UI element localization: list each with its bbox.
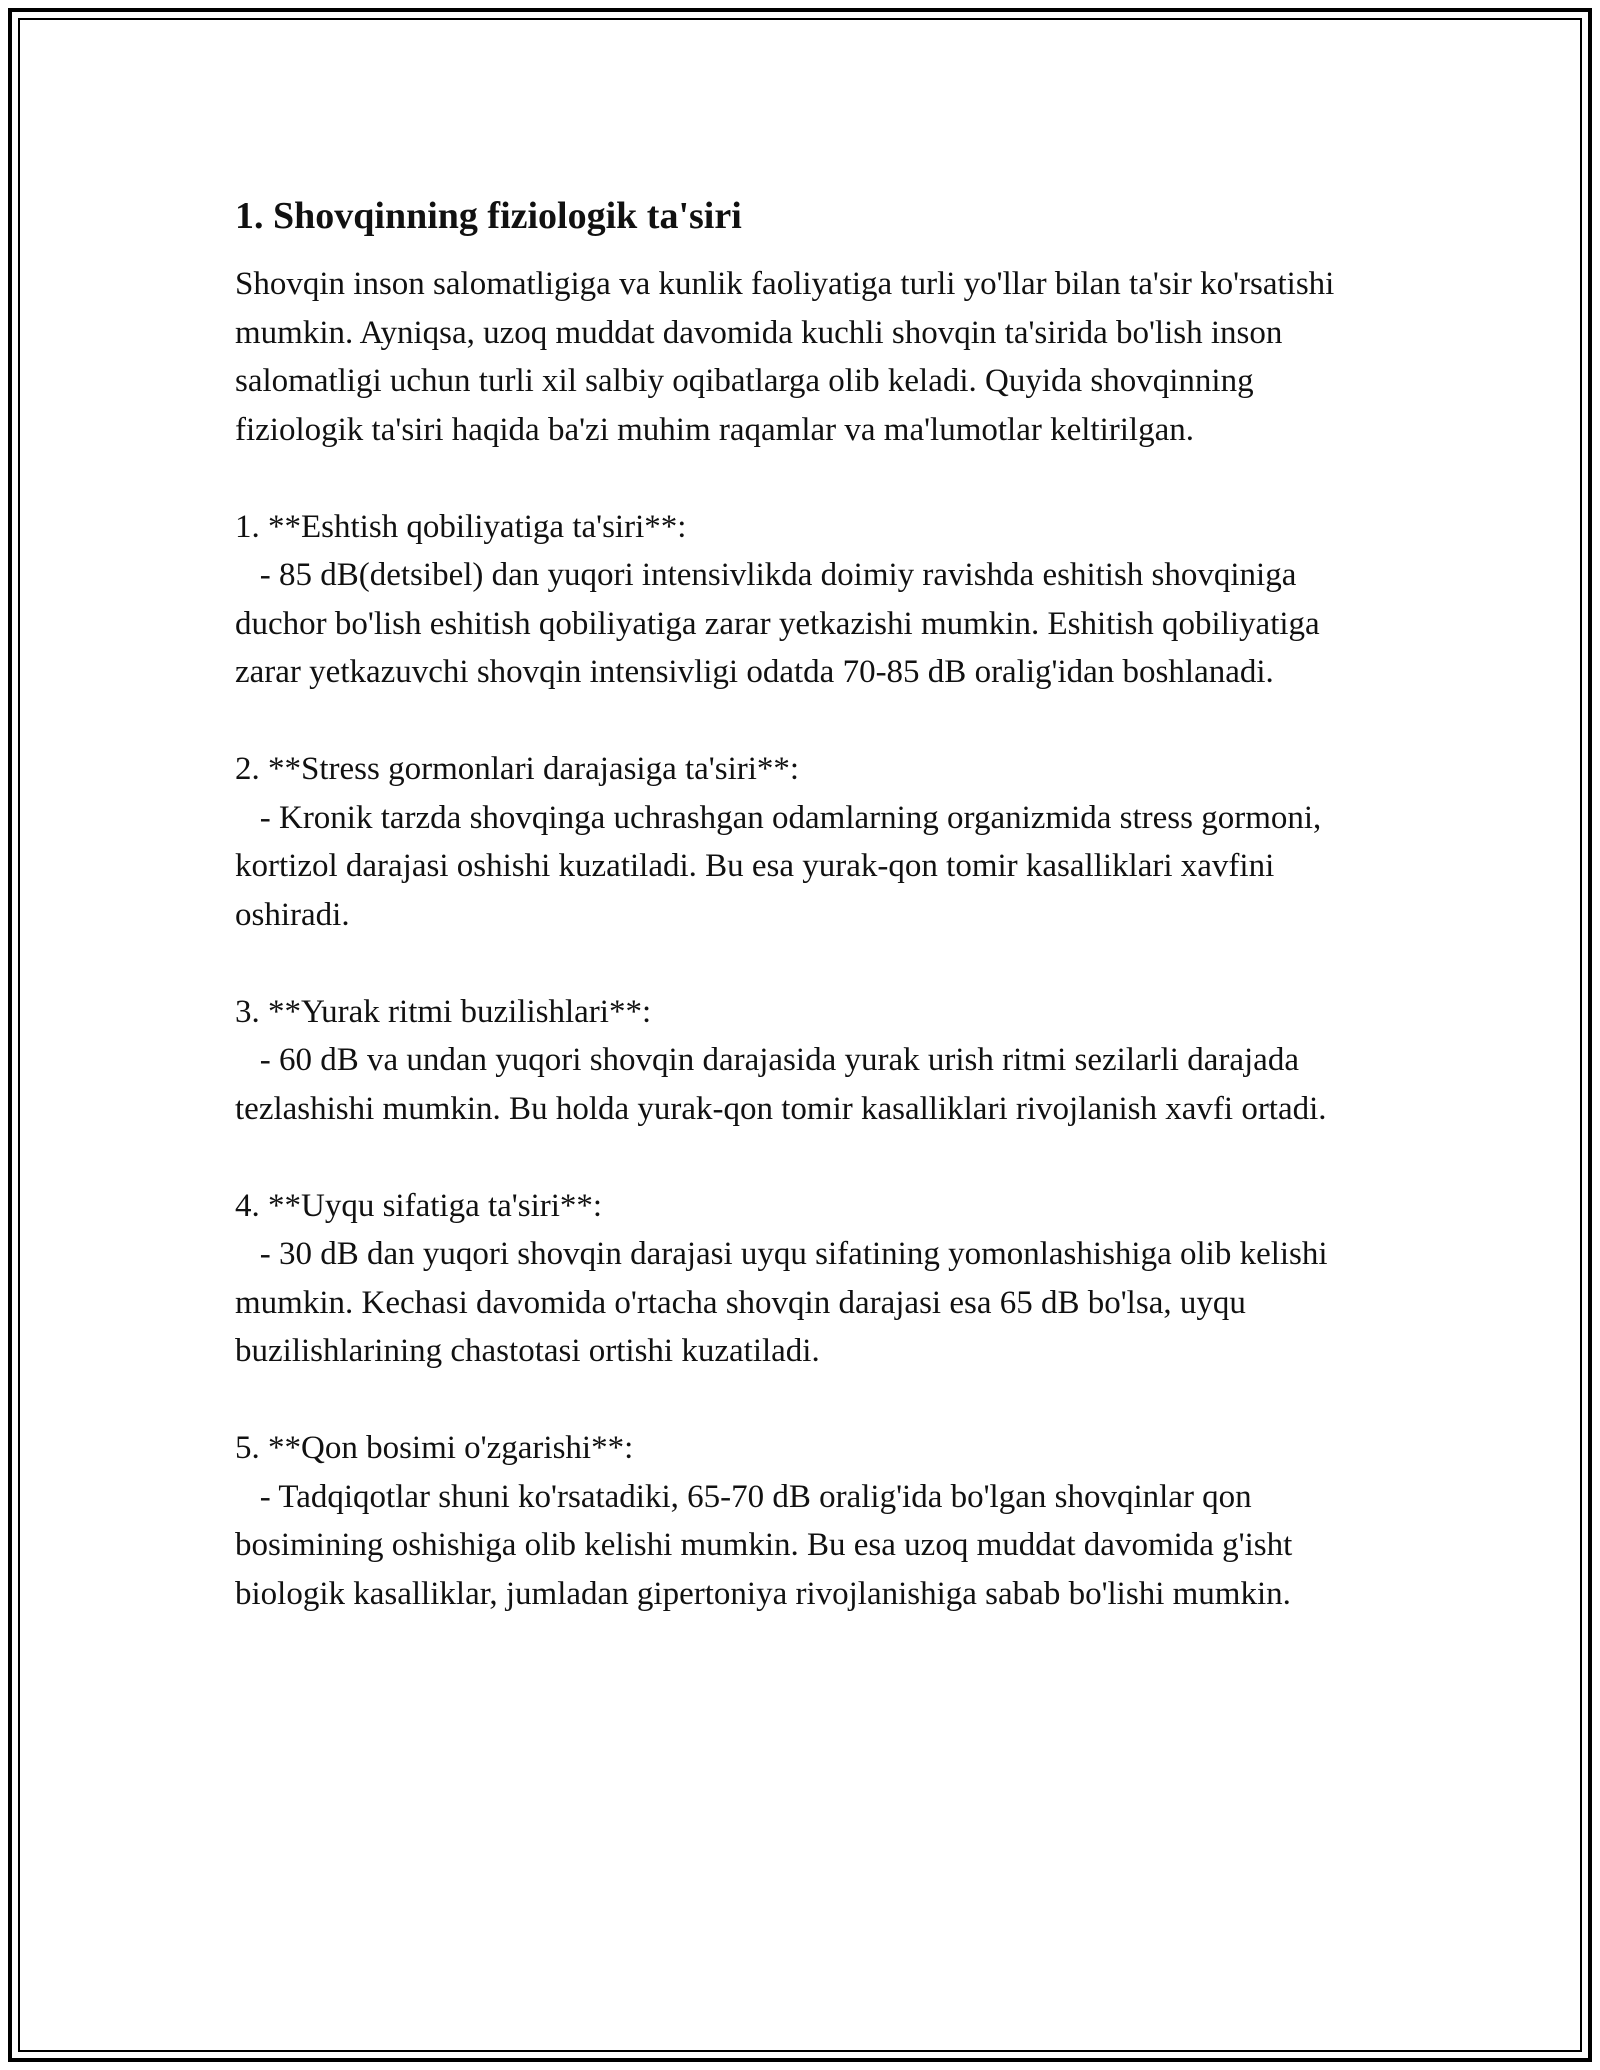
list-item-text: - Tadqiqotlar shuni ko'rsatadiki, 65-70 dB oralig'ida bo'lgan shovqinlar qon bosimining oshishiga olib kelishi mumkin. Bu esa uzoq muddat davomida g'isht biologik kasalliklar, jumladan gipertoniya rivojlanishiga sabab bo'lishi mumkin. xyxy=(235,1478,1301,1612)
list-item xyxy=(235,745,1375,939)
section-heading: 1. Shovqinning fiziologik ta'siri xyxy=(235,195,742,237)
list-item-text: - Kronik tarzda shovqinga uchrashgan odamlarning organizmida stress gormoni, kortizol darajasi oshishi kuzatiladi. Bu esa yurak-qon tomir kasalliklari xavfini oshiradi. xyxy=(235,799,1330,933)
list-item-title: 1. **Eshtish qobiliyatiga ta'siri**: xyxy=(235,508,687,545)
list-item-title: 2. **Stress gormonlari darajasiga ta'siri**: xyxy=(235,751,800,787)
list-item-title: 3. **Yurak ritmi buzilishlari**: xyxy=(235,993,652,1030)
document-body xyxy=(235,180,1375,1618)
list-item-title: 4. **Uyqu sifatiga ta'siri**: xyxy=(235,1187,603,1224)
list-item xyxy=(235,503,1375,697)
list-item-text: - 85 dB(detsibel) dan yuqori intensivlikda doimiy ravishda eshitish shovqiniga duchor bo'lish eshitish qobiliyatiga zarar yetkazishi mumkin. Eshitish qobiliyatiga zarar yetkazuvchi shovqin intensivligi odatda 70-85 dB oralig'idan boshlanadi. xyxy=(235,557,1328,690)
list-item-text: - 60 dB va undan yuqori shovqin darajasida yurak urish ritmi sezilarli darajada tezlashishi mumkin. Bu holda yurak-qon tomir kasalliklari rivojlanish xavfi ortadi. xyxy=(235,1042,1327,1127)
list-item xyxy=(235,1182,1375,1376)
list-item-text: - 30 dB dan yuqori shovqin darajasi uyqu sifatining yomonlashishiga olib kelishi mumkin. Kechasi davomida o'rtacha shovqin darajasi esa 65 dB bo'lsa, uyqu buzilishlarining chastotasi ortishi kuzatiladi. xyxy=(235,1236,1336,1369)
intro-paragraph: Shovqin inson salomatligiga va kunlik faoliyatiga turli yo'llar bilan ta'sir ko'rsatishi mumkin. Ayniqsa, uzoq muddat davomida kuchli shovqin ta'sirida bo'lish inson salomatligi uchun turli xil salbiy oqibatlarga olib keladi. Quyida shovqinning fiziologik ta'siri haqida ba'zi muhim raqamlar va ma'lumotlar keltirilgan. xyxy=(235,266,1335,448)
list-item xyxy=(235,988,1375,1134)
list-item-title: 5. **Qon bosimi o'zgarishi**: xyxy=(235,1430,634,1466)
list-item xyxy=(235,1424,1375,1618)
